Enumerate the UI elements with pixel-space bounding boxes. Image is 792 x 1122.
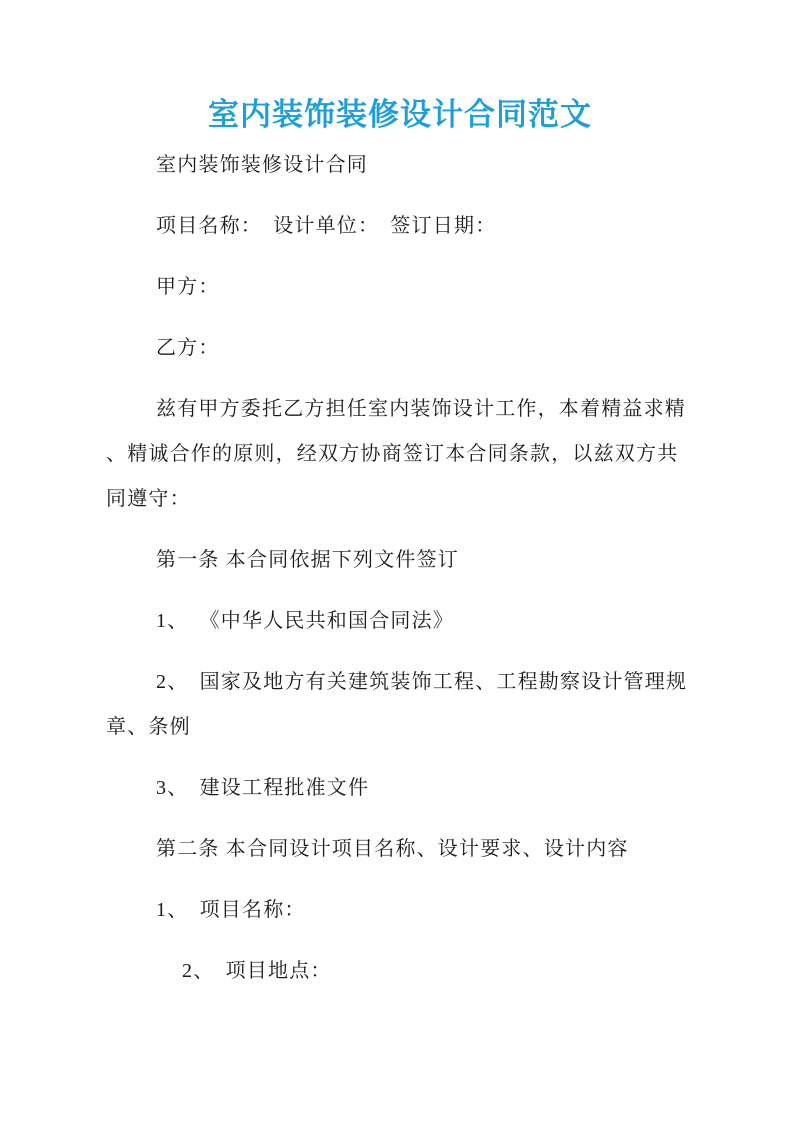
article-2-heading: 第二条 本合同设计项目名称、设计要求、设计内容 xyxy=(156,838,629,860)
doc-subtitle: 室内装饰装修设计合同 xyxy=(156,154,368,176)
article-1-item-1: 1、 《中华人民共和国合同法》 xyxy=(156,610,454,632)
party-a-line: 甲方： xyxy=(156,276,220,298)
article-1-item-2: 2、 国家及地方有关建筑装饰工程、工程勘察设计管理规章、条例 xyxy=(106,671,688,738)
article-1-heading: 第一条 本合同依据下列文件签订 xyxy=(156,549,459,571)
article-2-item-1: 1、 项目名称： xyxy=(156,899,306,921)
party-b-line: 乙方： xyxy=(156,337,220,359)
page-title: 室内装饰装修设计合同范文 xyxy=(208,97,592,132)
preamble: 兹有甲方委托乙方担任室内装饰设计工作，本着精益求精、精诚合作的原则，经双方协商签订本合同条款，以兹双方共同遵守： xyxy=(106,398,686,510)
meta-line: 项目名称： 设计单位： 签订日期： xyxy=(156,215,497,237)
article-1-item-3: 3、 建设工程批准文件 xyxy=(156,777,370,799)
article-2-item-2: 2、 项目地点： xyxy=(182,960,332,982)
